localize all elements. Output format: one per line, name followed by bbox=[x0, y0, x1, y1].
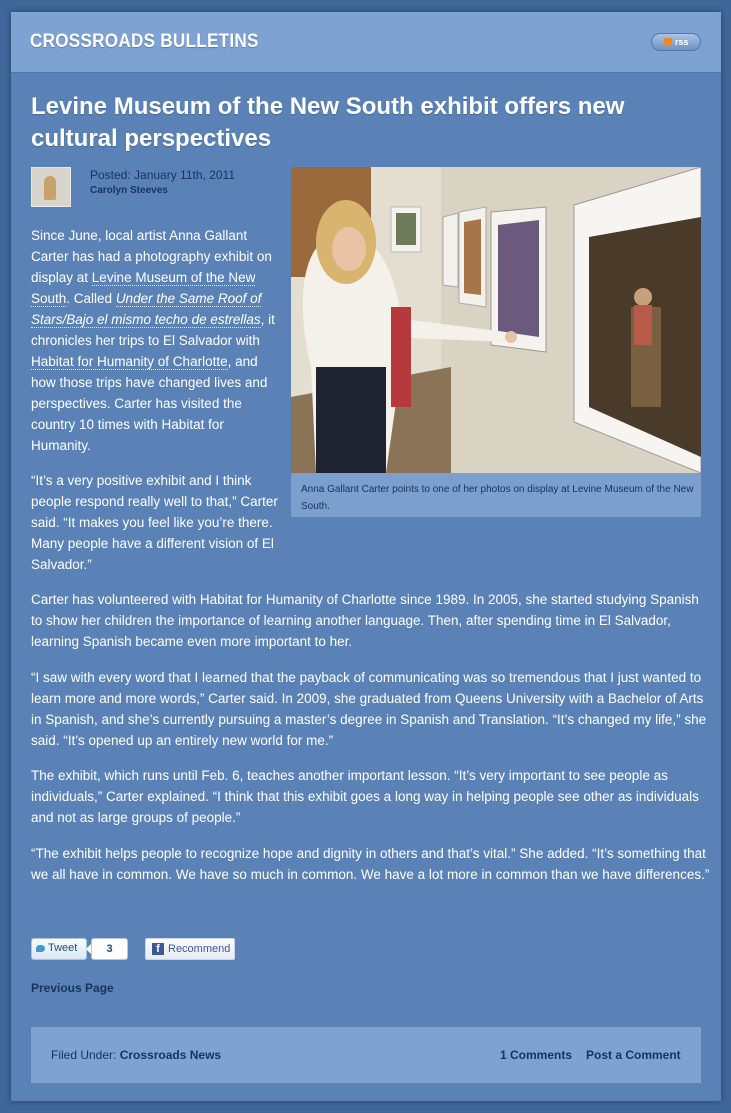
levine-museum-link[interactable]: Levine Museum of the New South bbox=[31, 270, 256, 306]
post-footer bbox=[31, 1027, 701, 1083]
article-paragraph-6: “The exhibit helps people to recognize hope and dignity in others and that’s vital.” She added. “It’s something that we all have in common. We have so much in common. We have a lot more in common than we have differences.” bbox=[31, 846, 710, 882]
author-avatar bbox=[31, 167, 71, 207]
post-title[interactable]: Levine Museum of the New South exhibit offers new cultural perspectives bbox=[31, 93, 625, 152]
exhibit-title-link[interactable]: Under the Same Roof of Stars/Bajo el mismo techo de estrellas bbox=[31, 291, 262, 327]
tweet-label: Tweet bbox=[48, 942, 78, 954]
p1-text-3: , it chronicles her trips to El Salvador with bbox=[31, 312, 275, 348]
rss-label: rss bbox=[675, 37, 689, 47]
article-paragraph-1 bbox=[31, 225, 281, 456]
twitter-bird-icon bbox=[36, 945, 45, 952]
category-link[interactable]: Crossroads News bbox=[119, 1048, 222, 1062]
facebook-recommend-button[interactable] bbox=[145, 938, 235, 960]
post-author[interactable]: Carolyn Steeves bbox=[90, 185, 168, 196]
exhibit-photo[interactable] bbox=[291, 167, 701, 473]
habitat-link[interactable]: Habitat for Humanity of Charlotte bbox=[31, 354, 228, 369]
recommend-label: Recommend bbox=[168, 943, 231, 955]
p1-text-4: , and how those trips have changed lives and perspectives. Carter has visited the country 10 times with Habitat for Humanity. bbox=[31, 354, 268, 453]
rss-icon bbox=[664, 38, 672, 46]
filed-under bbox=[51, 1048, 221, 1062]
site-header bbox=[11, 12, 721, 73]
previous-page-link[interactable]: Previous Page bbox=[31, 981, 114, 995]
article-paragraph-5: The exhibit, which runs until Feb. 6, teaches another important lesson. “It’s very important to see people as individuals,” Carter explained. “I think that this exhibit goes a long way in helping people see other as individuals and not as large groups of people.” bbox=[31, 768, 699, 825]
post-date: Posted: January 11th, 2011 bbox=[90, 168, 235, 182]
tweet-button[interactable] bbox=[31, 938, 87, 960]
rss-button[interactable] bbox=[651, 33, 701, 51]
comments-link[interactable]: 1 Comments bbox=[500, 1048, 573, 1062]
article-paragraph-3: Carter has volunteered with Habitat for Humanity of Charlotte since 1989. In 2005, she started studying Spanish to show her children the importance of learning another language. Then, after spending time in El Salvador, learning Spanish became even more important to her. bbox=[31, 592, 699, 649]
article-paragraph-2: “It’s a very positive exhibit and I think people respond really well to that,” Carter said. “It makes you feel like you’re there. Many people have a different vision of El Salvador.” bbox=[31, 473, 278, 572]
photo-figure bbox=[291, 167, 701, 517]
filed-under-label: Filed Under: bbox=[51, 1048, 117, 1062]
tweet-count: 3 bbox=[91, 938, 128, 960]
site-title[interactable]: CROSSROADS BULLETINS bbox=[30, 31, 259, 52]
facebook-icon: f bbox=[152, 943, 164, 955]
exhibit-photo-image bbox=[291, 167, 701, 473]
p1-text-1: Since June, local artist Anna Gallant Carter has had a photography exhibit on display at bbox=[31, 228, 272, 285]
photo-caption: Anna Gallant Carter points to one of her photos on display at Levine Museum of the New South. bbox=[301, 484, 694, 512]
p1-text-2: . Called bbox=[66, 291, 116, 306]
post-comment-link[interactable]: Post a Comment bbox=[586, 1048, 681, 1062]
page-frame bbox=[11, 12, 721, 1101]
article-paragraph-4: “I saw with every word that I learned that the payback of communicating was so tremendous that I just wanted to learn more and more words,” Carter said. In 2009, she graduated from Queens University with a Bachelor of Arts in Spanish, and she’s currently pursuing a master’s degree in Spanish and Translation. “It’s changed my life,” she said. “It’s opened up an entirely new world for me.” bbox=[31, 670, 707, 748]
avatar-figure bbox=[44, 176, 56, 200]
